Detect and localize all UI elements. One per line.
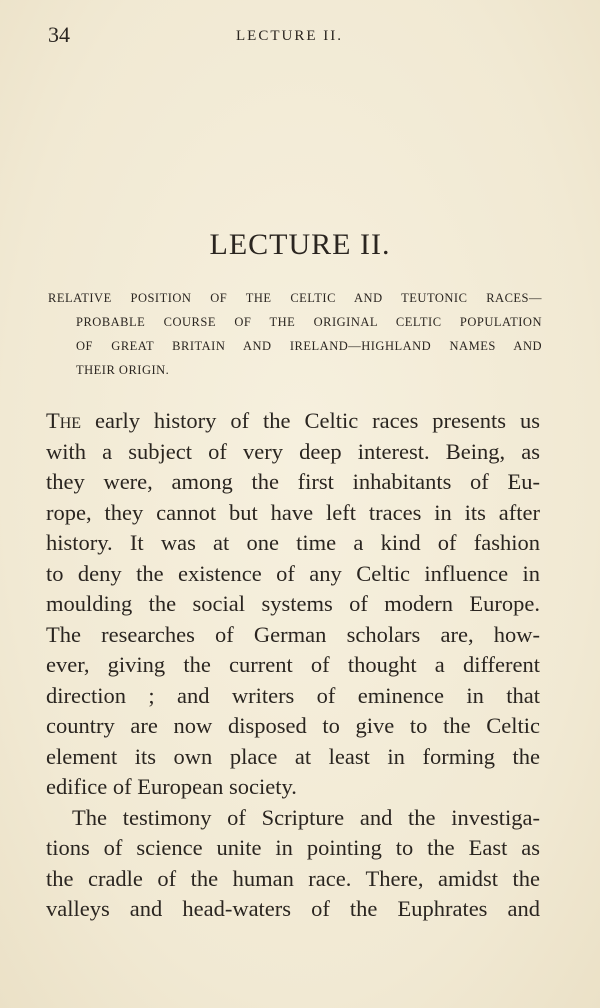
- text-line: ever, giving the current of thought a different: [46, 652, 540, 677]
- text-line: to deny the existence of any Celtic influence in: [46, 560, 540, 586]
- text-line: The early history of the Celtic races presents us: [46, 408, 540, 433]
- text-line: edifice of European society.: [46, 774, 297, 799]
- chapter-synopsis: [48, 286, 542, 382]
- synopsis-line: OF GREAT BRITAIN AND IRELAND—HIGHLAND NAMES AND: [76, 339, 542, 353]
- running-title: LECTURE II.: [236, 28, 343, 44]
- running-head: [48, 22, 540, 52]
- text-line: direction ; and writers of eminence in that: [46, 682, 540, 708]
- text-line: they were, among the first inhabitants of Eu-: [46, 469, 540, 494]
- text-line: The testimony of Scripture and the investiga-: [72, 804, 540, 830]
- opening-word: The: [46, 408, 82, 433]
- text-line: valleys and head-waters of the Euphrates and: [46, 896, 540, 921]
- text-line: with a subject of very deep interest. Being, as: [46, 438, 540, 464]
- text-line: The researches of German scholars are, how-: [46, 621, 540, 647]
- body-text: [46, 406, 540, 925]
- page-number: 34: [48, 22, 70, 47]
- text-line: the cradle of the human race. There, amidst the: [46, 865, 540, 891]
- synopsis-line: THEIR ORIGIN.: [76, 363, 170, 377]
- synopsis-line: PROBABLE COURSE OF THE ORIGINAL CELTIC POPULATION: [76, 315, 542, 329]
- text-line: tions of science unite in pointing to the East as: [46, 835, 540, 860]
- text-line: country are now disposed to give to the Celtic: [46, 713, 540, 738]
- synopsis-line: RELATIVE POSITION OF THE CELTIC AND TEUTONIC RACES—: [48, 291, 542, 305]
- chapter-title: LECTURE II.: [209, 228, 391, 261]
- text-line: rope, they cannot but have left traces in its after: [46, 499, 540, 525]
- text-line: history. It was at one time a kind of fashion: [46, 530, 540, 555]
- text-line: element its own place at least in forming the: [46, 743, 540, 769]
- text-line: moulding the social systems of modern Europe.: [46, 591, 540, 616]
